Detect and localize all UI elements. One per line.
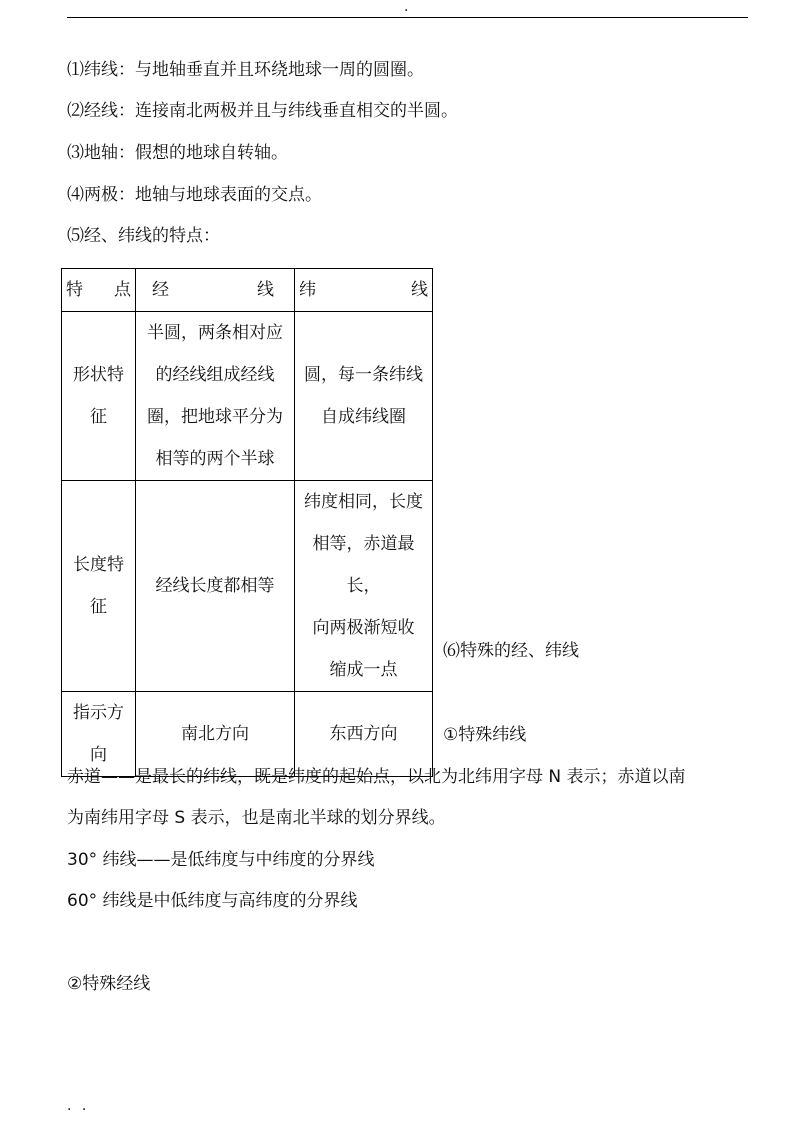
header-text: 特 xyxy=(66,280,83,300)
row-label-direction xyxy=(62,692,136,777)
cell-line: 长度特 xyxy=(73,555,124,575)
cell-line: 圆，每一条纬线 xyxy=(304,365,423,385)
header-text: 线 xyxy=(257,280,274,300)
cell-latitude-length xyxy=(295,481,433,692)
special-latitude-heading: ①特殊纬线 xyxy=(443,725,527,745)
cell-longitude-direction xyxy=(136,692,295,777)
special-longitude-heading: ②特殊经线 xyxy=(67,974,151,994)
header-cell-longitude xyxy=(136,269,295,312)
cell-line: 的经线组成经线 xyxy=(155,365,275,385)
cell-line: 南北方向 xyxy=(181,724,249,744)
table-row xyxy=(62,312,433,481)
cell-line: 东西方向 xyxy=(329,724,398,744)
cell-longitude-shape xyxy=(136,312,295,481)
cell-line: 缩成一点 xyxy=(329,660,398,680)
cell-line: 向 xyxy=(90,745,107,765)
table-row xyxy=(62,481,433,692)
features-heading: ⑸经、纬线的特点： xyxy=(67,226,220,246)
header-rule xyxy=(67,17,748,18)
cell-line: 相等的两个半球 xyxy=(155,449,275,469)
special-lines-heading: ⑹特殊的经、纬线 xyxy=(443,641,579,661)
cell-longitude-length xyxy=(136,481,295,692)
lat60-line: 60° 纬线是中低纬度与高纬度的分界线 xyxy=(67,891,358,911)
cell-line: 纬度相同，长度 xyxy=(304,492,423,512)
cell-line: 征 xyxy=(90,407,107,427)
definition-axis: ⑶地轴：假想的地球自转轴。 xyxy=(67,143,288,163)
row-label-length xyxy=(62,481,136,692)
cell-line: 相等，赤道最长， xyxy=(312,534,415,596)
lat30-line: 30° 纬线——是低纬度与中纬度的分界线 xyxy=(67,850,375,870)
latitude-longitude-table xyxy=(61,268,433,777)
cell-line: 圈，把地球平分为 xyxy=(147,407,283,427)
definition-poles: ⑷两极：地轴与地球表面的交点。 xyxy=(67,185,322,205)
equator-line-1: 赤道——是最长的纬线，既是纬度的起始点，以北为北纬用字母 N 表示；赤道以南 xyxy=(67,767,686,787)
header-cell-latitude xyxy=(295,269,433,312)
header-text: 纬 xyxy=(299,280,316,300)
header-mark: . xyxy=(404,0,409,15)
cell-line: 半圆，两条相对应 xyxy=(147,323,283,343)
cell-line: 向两极渐短收 xyxy=(312,618,415,638)
cell-line: 征 xyxy=(90,597,107,617)
header-text: 点 xyxy=(114,280,131,300)
cell-line: 自成纬线圈 xyxy=(321,407,406,427)
header-text: 线 xyxy=(411,280,428,300)
cell-latitude-shape xyxy=(295,312,433,481)
equator-line-2: 为南纬用字母 S 表示，也是南北半球的划分界线。 xyxy=(67,808,446,828)
cell-line: 经线长度都相等 xyxy=(155,576,275,596)
header-cell-feature xyxy=(62,269,136,312)
header-text: 经 xyxy=(152,280,169,300)
table-header-row xyxy=(62,269,433,312)
cell-latitude-direction xyxy=(295,692,433,777)
table-row xyxy=(62,692,433,777)
definition-latitude: ⑴纬线：与地轴垂直并且环绕地球一周的圆圈。 xyxy=(67,60,424,80)
footer-mark: . . xyxy=(67,1098,90,1114)
cell-line: 指示方 xyxy=(73,703,124,723)
row-label-shape xyxy=(62,312,136,481)
definition-longitude: ⑵经线：连接南北两极并且与纬线垂直相交的半圆。 xyxy=(67,101,458,121)
cell-line: 形状特 xyxy=(73,365,124,385)
